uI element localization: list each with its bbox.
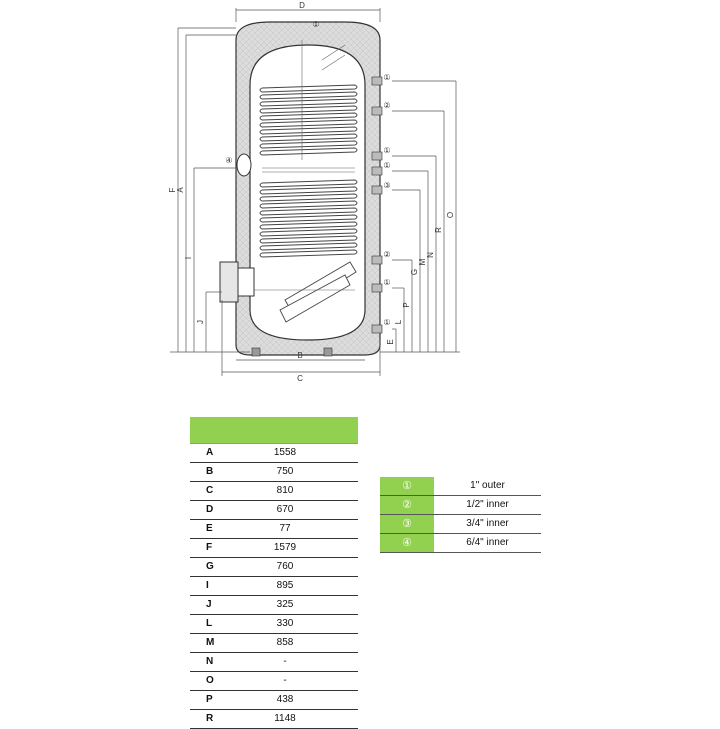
dim-letter-m: M: [418, 258, 427, 266]
dimension-key: B: [206, 466, 214, 477]
dimension-key: E: [206, 523, 213, 534]
dimension-row: [190, 615, 358, 634]
dimension-row: [190, 691, 358, 710]
callout-1-b: ①: [383, 146, 391, 155]
callout-1-e: ①: [383, 318, 391, 327]
connection-label: 1" outer: [470, 480, 505, 491]
dimension-value: -: [283, 675, 287, 686]
callout-1-d: ①: [383, 278, 391, 287]
dimension-value: 858: [276, 637, 294, 648]
flange-unit: [220, 262, 254, 302]
dimension-key: J: [206, 599, 212, 610]
connection-row: [380, 515, 541, 534]
dimension-row: [190, 596, 358, 615]
dimension-value: 77: [279, 523, 291, 534]
dim-letter-o: O: [446, 211, 455, 219]
connection-row: [380, 534, 541, 553]
dim-letter-p: P: [402, 302, 411, 308]
dim-letter-i: I: [184, 256, 193, 260]
dim-letter-e: E: [386, 339, 395, 345]
callout-1-c: ①: [383, 161, 391, 170]
dim-letter-d: D: [299, 1, 305, 10]
dimension-row: [190, 653, 358, 672]
dimension-row: [190, 634, 358, 653]
dimension-table: [190, 417, 358, 729]
dimension-row: [190, 672, 358, 691]
dimension-row: [190, 520, 358, 539]
connection-table: [380, 477, 541, 553]
dim-letter-n: N: [426, 252, 435, 258]
dimension-key: I: [206, 580, 209, 591]
dimension-value: 438: [276, 694, 294, 705]
dimension-value: 330: [276, 618, 294, 629]
dimension-value: 810: [276, 485, 294, 496]
connection-mark: ③: [380, 515, 434, 533]
dimension-key: C: [206, 485, 214, 496]
dimension-row: [190, 444, 358, 463]
dimension-key: L: [206, 618, 213, 629]
dimension-row: [190, 577, 358, 596]
dimension-value: 1579: [273, 542, 297, 553]
dimension-key: G: [206, 561, 214, 572]
connection-mark: ④: [380, 534, 434, 552]
dimension-value: 670: [276, 504, 294, 515]
callout-1-top: ①: [312, 20, 320, 29]
callout-4: ④: [225, 156, 233, 165]
dimension-key: A: [206, 447, 214, 458]
connection-row: [380, 496, 541, 515]
connection-mark: ①: [380, 477, 434, 495]
connection-label: 6/4" inner: [466, 537, 509, 548]
dimension-value: -: [283, 656, 287, 667]
sensor-port: [237, 154, 251, 176]
dim-letter-r: R: [434, 227, 443, 233]
connection-label: 1/2" inner: [466, 499, 509, 510]
dim-letter-g: G: [410, 268, 419, 276]
connection-row: [380, 477, 541, 496]
dimension-key: F: [206, 542, 213, 553]
dimension-value: 750: [276, 466, 294, 477]
dim-letter-f: F: [168, 187, 177, 193]
connection-label: 3/4" inner: [466, 518, 509, 529]
dimension-key: N: [206, 656, 214, 667]
callout-3: ③: [383, 181, 391, 190]
dimension-value: 1558: [273, 447, 297, 458]
dimension-row: [190, 558, 358, 577]
dimension-value: 760: [276, 561, 294, 572]
callout-2-a: ②: [383, 101, 391, 110]
dim-letter-l: L: [394, 319, 403, 325]
dimension-key: P: [206, 694, 213, 705]
dimension-value: 1148: [274, 713, 296, 724]
dimension-key: R: [206, 713, 214, 724]
dimension-table-header: [190, 417, 358, 444]
dimension-row: [190, 463, 358, 482]
dim-letter-b: B: [297, 351, 303, 360]
dimension-row: [190, 539, 358, 558]
lower-coil: [260, 180, 357, 257]
dim-letter-c: C: [297, 374, 303, 383]
callout-1-a: ①: [383, 73, 391, 82]
dimension-value: 325: [276, 599, 294, 610]
dimension-key: M: [206, 637, 215, 648]
dimension-row: [190, 501, 358, 520]
dimension-value: 895: [276, 580, 294, 591]
dim-letter-j: J: [196, 320, 205, 324]
dimension-row: [190, 482, 358, 501]
callout-2-b: ②: [383, 250, 391, 259]
dimension-key: D: [206, 504, 214, 515]
dimension-key: O: [206, 675, 214, 686]
connection-mark: ②: [380, 496, 434, 514]
dim-letter-a: A: [176, 187, 185, 193]
